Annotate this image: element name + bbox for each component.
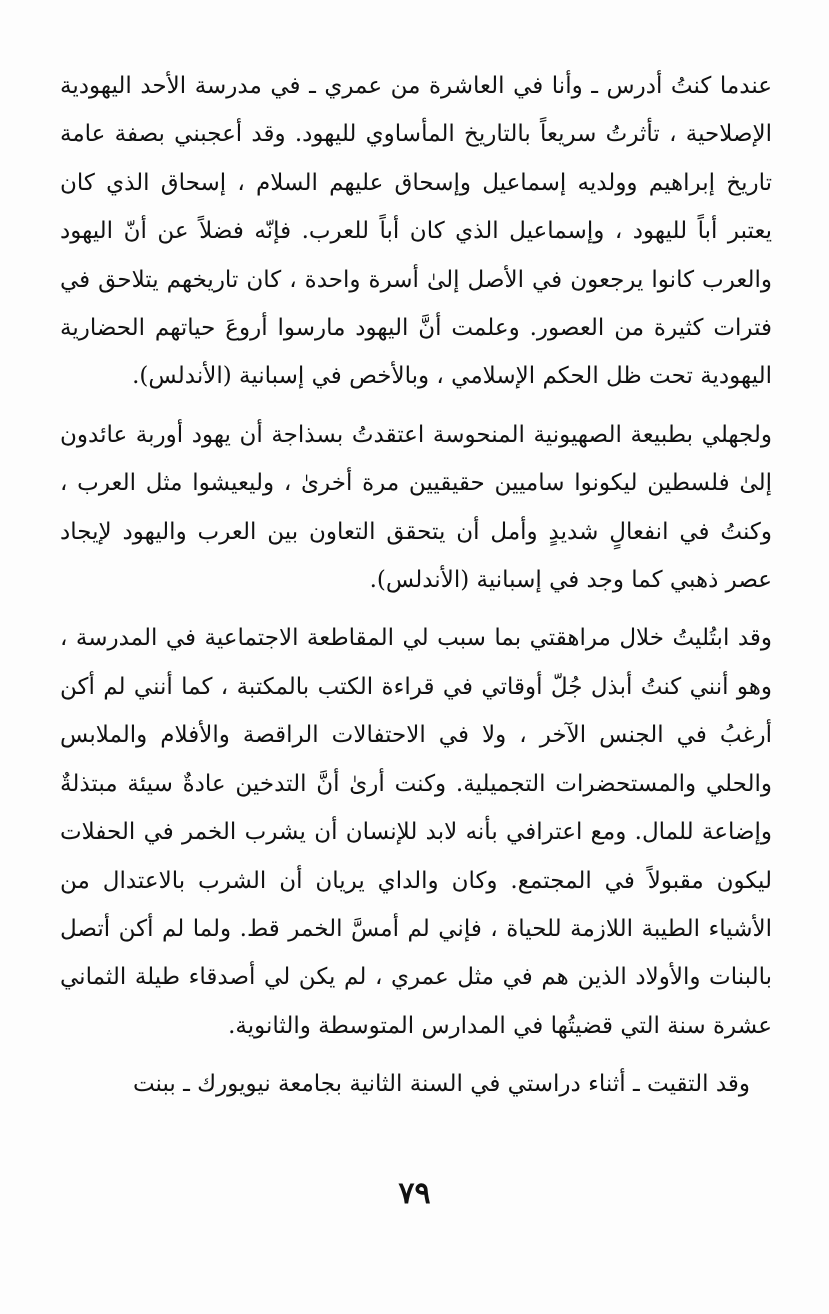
paragraph-3: وقد ابتُليتُ خلال مراهقتي بما سبب لي المقاطعة الاجتماعية في المدرسة ، وهو أنني كنتُ أبذل جُلّ أوقاتي في قراءة الكتب بالمكتبة ، كما أنني لم أكن أرغبُ في الجنس الآخر ، ولا في الاحتفالات الراقصة والأفلام والملابس والحلي والمستحضرات التجميلية. وكنت أرىٰ أنَّ التدخين عادةٌ سيئة مبتذلةٌ وإضاعة للمال. ومع اعترافي بأنه لابد للإنسان أن يشرب الخمر في الحفلات ليكون مقبولاً في المجتمع. وكان والداي يريان أن الشرب بالاعتدال من الأشياء الطيبة اللازمة للحياة ، فإني لم أمسَّ الخمر قط. ولما لم أكن أتصل بالبنات والأولاد الذين هم في مثل عمري ، لم يكن لي أصدقاء طيلة الثماني عشرة سنة التي قضيتُها في المدارس المتوسطة والثانوية. (60, 625, 772, 1039)
paragraph-2: ولجهلي بطبيعة الصهيونية المنحوسة اعتقدتُ بسذاجة أن يهود أوربة عائدون إلىٰ فلسطين ليكونوا ساميين حقيقيين مرة أخرىٰ ، وليعيشوا مثل العرب ، وكنتُ في انفعالٍ شديدٍ وأمل أن يتحقق التعاون بين العرب واليهود لإيجاد عصر ذهبي كما وجد في إسبانية (الأندلس). (60, 421, 772, 594)
paragraph-4: وقد التقيت ـ أثناء دراستي في السنة الثانية بجامعة نيويورك ـ ببنت (132, 1071, 750, 1098)
page-number: ٧٩ (398, 1176, 431, 1211)
body-text (60, 62, 772, 1109)
paragraph-1: عندما كنتُ أدرس ـ وأنا في العاشرة من عمري ـ في مدرسة الأحد اليهودية الإصلاحية ، تأثرتُ سريعاً بالتاريخ المأساوي لليهود. وقد أعجبني بصفة عامة تاريخ إبراهيم وولديه إسماعيل وإسحاق عليهم السلام ، إسحاق الذي كان يعتبر أباً لليهود ، وإسماعيل الذي كان أباً للعرب. فإنّه فضلاً عن أنّ اليهود والعرب كانوا يرجعون في الأصل إلىٰ أسرة واحدة ، كان تاريخهم يتلاحق في فترات كثيرة من العصور. وعلمت أنَّ اليهود مارسوا أروعَ حياتهم الحضارية اليهودية تحت ظل الحكم الإسلامي ، وبالأخص في إسبانية (الأندلس). (60, 73, 773, 390)
